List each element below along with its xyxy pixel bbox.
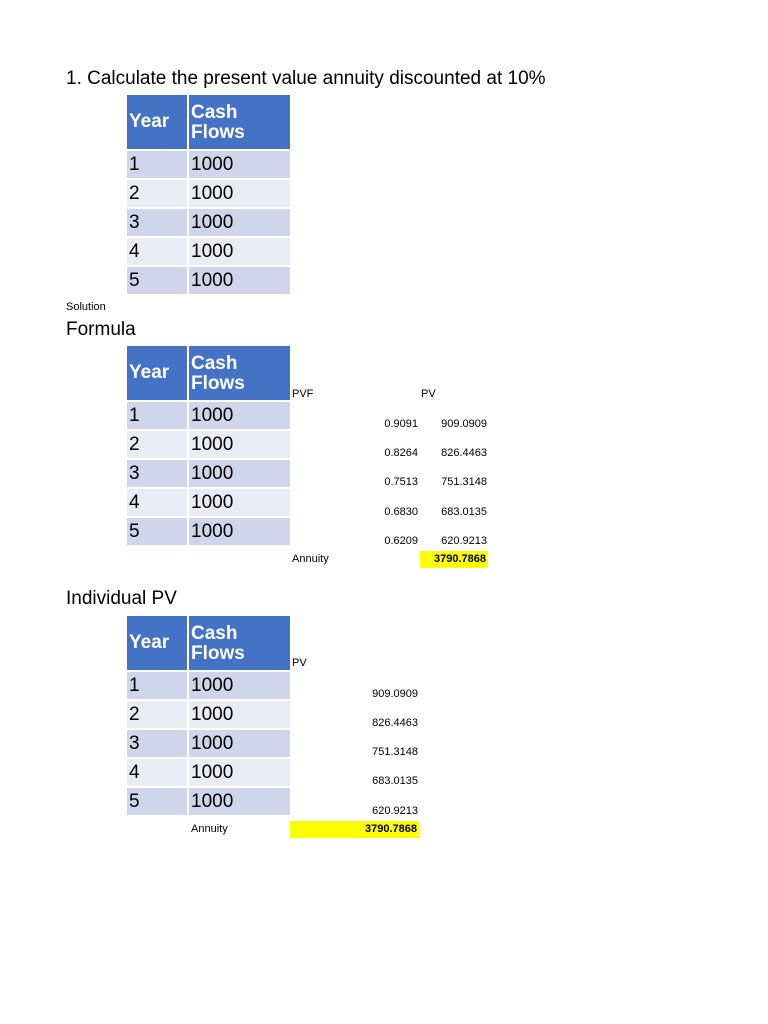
pvf-value: 0.6830	[384, 506, 418, 518]
pv-column-label: PV	[292, 657, 307, 669]
year-cell: 2	[127, 431, 189, 460]
table-row	[127, 180, 290, 209]
year-cell: 1	[127, 672, 189, 701]
cash-cell: 1000	[189, 238, 290, 267]
header-year: Year	[127, 95, 189, 151]
cash-cell: 1000	[189, 431, 290, 460]
year-cell: 1	[127, 151, 189, 180]
pv-value: 620.9213	[372, 805, 418, 817]
pv-value: 620.9213	[441, 535, 487, 547]
cash-cell: 1000	[189, 489, 290, 518]
table-header-row	[127, 95, 290, 151]
header-year: Year	[127, 346, 189, 402]
table-header-row	[127, 616, 290, 672]
year-cell: 4	[127, 238, 189, 267]
pv-value: 683.0135	[441, 506, 487, 518]
cash-flow-table-question	[127, 95, 290, 296]
solution-label: Solution	[66, 301, 106, 313]
cash-cell: 1000	[189, 788, 290, 817]
year-cell: 3	[127, 730, 189, 759]
year-cell: 3	[127, 460, 189, 489]
pvf-column-label: PVF	[292, 388, 314, 400]
table-row	[127, 788, 290, 817]
pv-value: 751.3148	[372, 746, 418, 758]
cash-cell: 1000	[189, 730, 290, 759]
pv-column-label: PV	[421, 388, 436, 400]
cash-cell: 1000	[189, 209, 290, 238]
header-cash-flows: Cash Flows	[189, 346, 290, 402]
pv-value: 683.0135	[372, 775, 418, 787]
year-cell: 2	[127, 180, 189, 209]
table-row	[127, 238, 290, 267]
pvf-value: 0.8264	[384, 447, 418, 459]
cash-cell: 1000	[189, 701, 290, 730]
formula-heading: Formula	[66, 319, 136, 340]
table-row	[127, 672, 290, 701]
pv-value: 909.0909	[372, 688, 418, 700]
cash-cell: 1000	[189, 151, 290, 180]
cash-cell: 1000	[189, 180, 290, 209]
question-heading: 1. Calculate the present value annuity discounted at 10%	[66, 68, 546, 89]
cash-cell: 1000	[189, 460, 290, 489]
cash-flow-table-individual	[127, 616, 290, 817]
table-row	[127, 701, 290, 730]
pv-value: 909.0909	[441, 418, 487, 430]
annuity-label: Annuity	[292, 553, 329, 565]
cash-cell: 1000	[189, 402, 290, 431]
pv-value: 826.4463	[372, 717, 418, 729]
header-cash-flows: Cash Flows	[189, 616, 290, 672]
table-row	[127, 431, 290, 460]
pv-value: 751.3148	[441, 476, 487, 488]
pvf-value: 0.9091	[384, 418, 418, 430]
pv-value: 826.4463	[441, 447, 487, 459]
table-row	[127, 730, 290, 759]
year-cell: 2	[127, 701, 189, 730]
table-row	[127, 209, 290, 238]
header-cash-flows: Cash Flows	[189, 95, 290, 151]
pvf-value: 0.7513	[384, 476, 418, 488]
cash-flow-table-formula	[127, 346, 290, 547]
cash-cell: 1000	[189, 518, 290, 547]
year-cell: 1	[127, 402, 189, 431]
year-cell: 4	[127, 489, 189, 518]
table-header-row	[127, 346, 290, 402]
table-row	[127, 518, 290, 547]
table-row	[127, 402, 290, 431]
header-year: Year	[127, 616, 189, 672]
year-cell: 5	[127, 788, 189, 817]
table-row	[127, 151, 290, 180]
annuity-label: Annuity	[191, 823, 228, 835]
pvf-value: 0.6209	[384, 535, 418, 547]
cash-cell: 1000	[189, 267, 290, 296]
table-row	[127, 489, 290, 518]
table-row	[127, 460, 290, 489]
year-cell: 5	[127, 267, 189, 296]
table-row	[127, 759, 290, 788]
annuity-total-highlight: 3790.7868	[290, 821, 419, 838]
cash-cell: 1000	[189, 759, 290, 788]
year-cell: 5	[127, 518, 189, 547]
annuity-total-highlight: 3790.7868	[420, 551, 488, 568]
year-cell: 4	[127, 759, 189, 788]
individual-pv-heading: Individual PV	[66, 588, 177, 609]
cash-cell: 1000	[189, 672, 290, 701]
table-row	[127, 267, 290, 296]
year-cell: 3	[127, 209, 189, 238]
